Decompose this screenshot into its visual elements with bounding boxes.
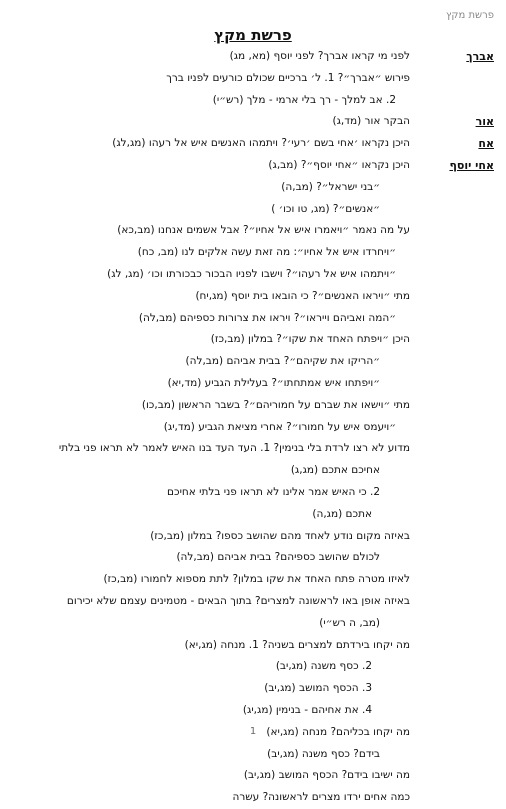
document-line [24,199,494,221]
line-text: 2. כסף משנה (מג,יב) [275,660,372,673]
line-text: ״ויתמהו איש אל רעהו״? וישבו לפניו הבכור כבכורתו וכו׳ (מג, לג) [107,267,396,280]
entry-term: אחי יוסף [449,158,494,172]
document-line [24,155,494,177]
entry-term: אברך [466,50,494,63]
document-line [24,765,494,787]
line-text: באיזה מקום נודע לאחד מהם שהושב כספו? במלון (מב,כז) [150,529,410,542]
line-text: על מה נאמר ״ויאמרו איש אל אחיו״? אבל אשמים אנחנו (מב,כא) [117,224,410,237]
line-text: ״המה ואביהם וייראו״? ויראו את צרורות כספיהם (מב,לה) [138,311,396,324]
line-text: אתכם (מג,ה) [312,507,372,520]
document-line [24,482,494,504]
line-text: 3. הכסף המושב (מג,יב) [264,682,372,695]
document-line [24,395,494,417]
document-line [24,787,494,809]
document-line [24,678,494,700]
document-line [24,242,494,264]
document-line [24,635,494,657]
line-text: היכן נקראו ׳אחי בשם ׳רעי׳? ויתמהו האנשים איש אל רעהו (מג,לג) [112,137,410,150]
line-text: מתי ״ויראו האנשים״? כי הובאו בית יוסף (מג,יח) [195,289,410,302]
document-line [24,111,494,133]
document-line [24,700,494,722]
line-text: ״אנשים״? (מג, טו וכו׳ ) [271,202,380,215]
document-line [24,351,494,373]
document-line [24,438,494,460]
document-body [24,46,494,809]
line-text: מדוע לא רצו לרדת בלי בנימין? 1. העד העד בנו האיש לאמר לא תראו פני בלתי [58,442,410,455]
line-text: באיזה אופן באו לראשונה למצרים? בתוך הבאים - מטמינים עצמם שלא יכירום [66,594,410,607]
page-header: פרשת מקץ [445,10,494,21]
line-text: מה יקחו בירדתם למצרים בשניה? 1. מנחה (מג,יא) [184,638,410,651]
page-number: 1 [249,726,257,737]
document-line [24,46,494,68]
document-line [24,504,494,526]
line-text: מתי ״וישאו את שברם על חמוריהם״? בשבר הראשון (מב,כו) [141,398,410,411]
line-text: 2. אב למלך - רך בלי ארמי - מלך (רש״י) [212,93,396,106]
document-line [24,591,494,613]
line-text: כמה אחים ירדו מצרים לראשונה? עשרה [232,791,410,804]
document-line [24,286,494,308]
page-title: פרשת מקץ [214,26,292,44]
document-line [24,329,494,351]
line-text: בידם? כסף משנה (מג,יב) [267,747,380,760]
document-line [24,613,494,635]
document-line [24,264,494,286]
line-text: היכן נקראו ״אחי יוסף״? (מב,ג) [268,158,410,171]
line-text: לאיזו מטרה פתח האחד את שקו במלון? לתת מספוא לחמורו (מב,כז) [103,573,410,586]
line-text: היכן ״ויפתח האחד את שקו״? במלון (מב,כז) [210,333,410,346]
line-text: פירוש ״אברך״? 1. ל׳ ברכיים שכולם כורעים לפניו ברך [166,71,410,84]
line-text: לכולם שהושב כספיהם? בבית אביהם (מב,לה) [176,551,380,564]
line-text: מה ישיבו בידם? הכסף המושב (מג,יב) [243,769,410,782]
document-line [24,373,494,395]
document-line [24,177,494,199]
document-line [24,547,494,569]
line-text: לפני מי קראו אברך? לפני יוסף (מא, מג) [229,50,410,62]
line-text: ״ויפתחו איש אמתחתו״? בעלילת הגביע (מד,יא) [167,376,380,389]
document-line [24,417,494,439]
document-line [24,526,494,548]
entry-term: אור [475,115,494,129]
document-line [24,460,494,482]
line-text: ״הריקו את שקיהם״? בבית אביהם (מב,לה) [185,355,380,368]
line-text: אחיכם אתכם (מג,ג) [290,464,380,477]
document-line [24,90,494,112]
entry-term: אח [478,137,494,151]
line-text: 2. כי האיש אמר אלינו לא תראו פני בלתי אחיכם [167,485,380,498]
line-text: ״בני ישראל״? (מב,ה) [281,180,380,193]
line-text: ״ויחרדו איש אל אחיו״: מה זאת עשה אלקים לנו (מב, כח) [137,246,396,259]
document-line [24,308,494,330]
document-line [24,68,494,90]
document-line [24,220,494,242]
line-text: ״ויעמס איש על חמורו״? אחרי מציאת הגביע (מד,יג) [163,420,396,433]
line-text: מה יקחו בכליהם? מנחה (מג,יא) [266,725,410,738]
document-line [24,569,494,591]
line-text: 4. את אחיהם - בנימין (מג,יג) [242,703,372,716]
line-text: הבקר אור (מד,ג) [332,115,410,128]
line-text: (מב, ה רש״י) [319,616,380,629]
document-line [24,133,494,155]
document-line [24,656,494,678]
